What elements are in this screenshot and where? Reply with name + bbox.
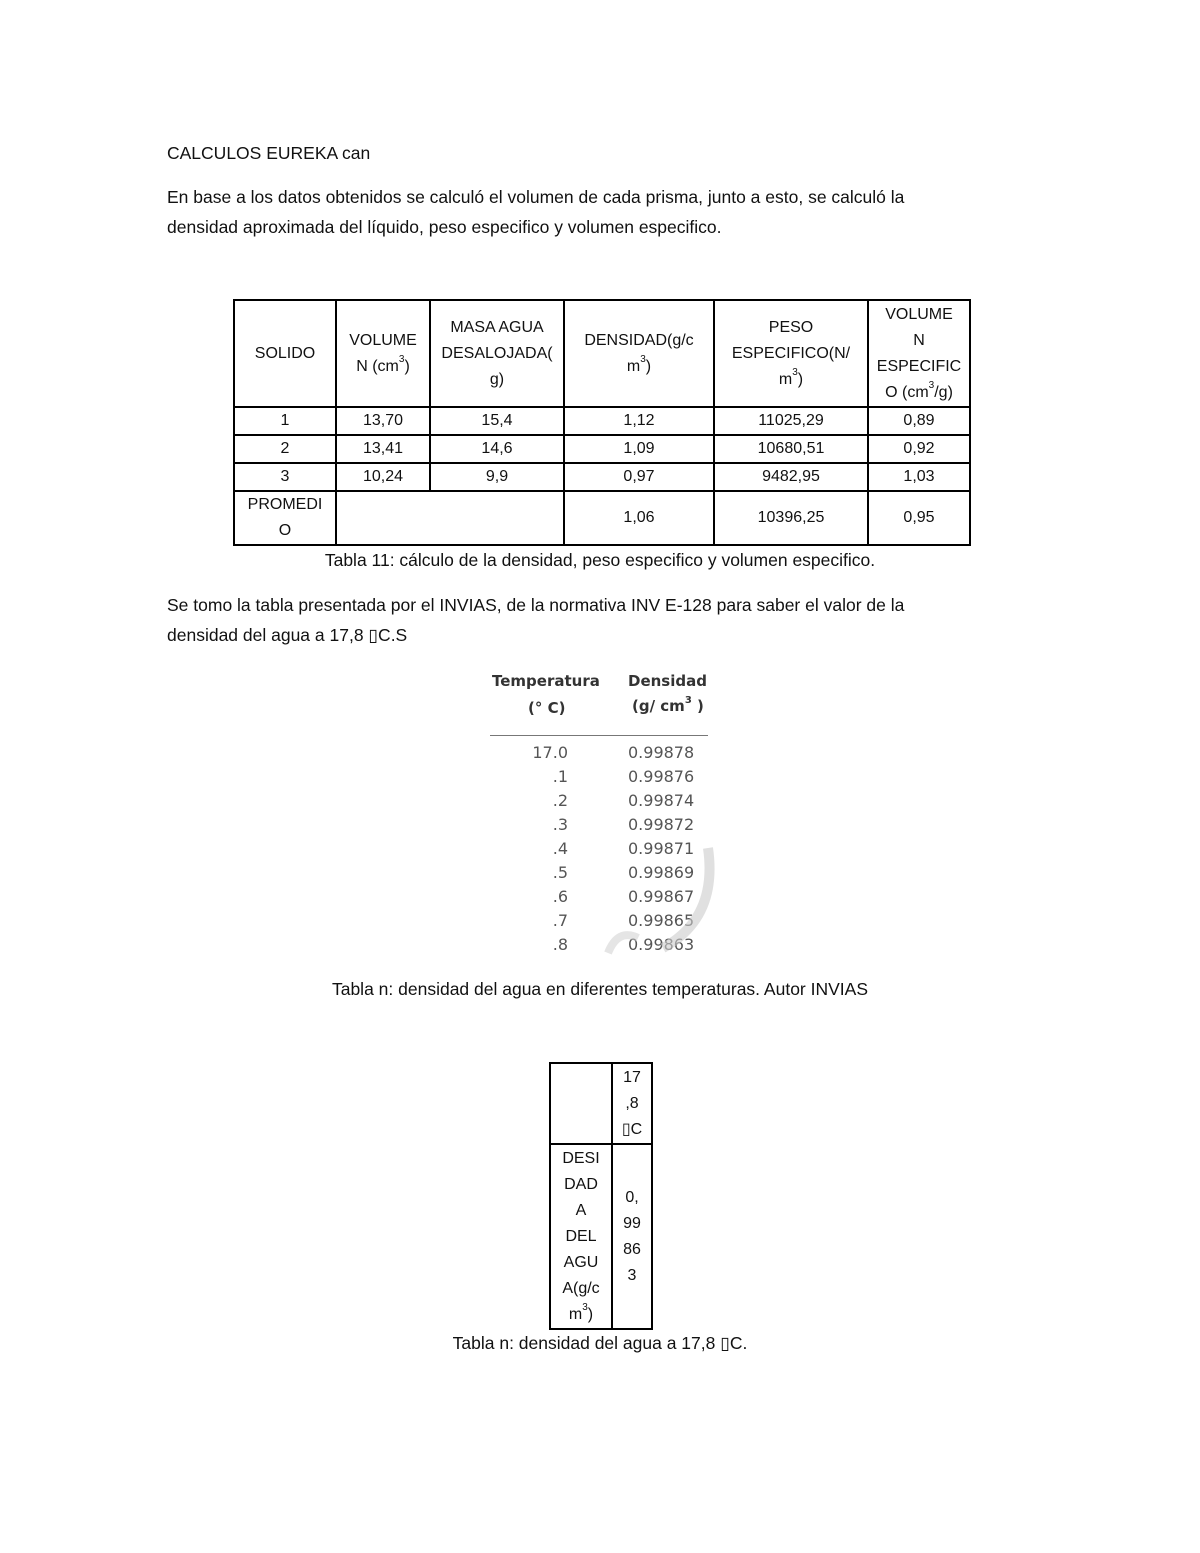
cell-volumen: 13,70	[336, 407, 430, 435]
cell-volesp: 0,92	[868, 435, 970, 463]
cell-masa: 15,4	[430, 407, 564, 435]
header-temperatura: Temperatura	[492, 672, 600, 690]
cell-density-value: 0, 99 86 3	[612, 1144, 652, 1329]
header-densidad-unit: (g/ $cm^3$ )	[632, 695, 704, 715]
table1-caption: Tabla 11: cálculo de la densidad, peso especifico y volumen especifico.	[324, 550, 876, 570]
results-table-header	[234, 300, 970, 407]
cell-densidad: 1,06	[564, 491, 714, 545]
table-row	[234, 407, 970, 435]
watermark-mark	[568, 828, 718, 958]
cell-densidad: 0,97	[564, 463, 714, 491]
table-row	[550, 1144, 652, 1329]
header-divider	[490, 735, 708, 736]
intro-line-2: densidad aproximada del líquido, peso especifico y volumen especifico.	[167, 217, 722, 237]
cell-solido: 1	[234, 407, 336, 435]
header-masa-agua: MASA AGUA DESALOJADA( g)	[430, 300, 564, 407]
cell-volumen: 10,24	[336, 463, 430, 491]
header-peso-especifico: PESO ESPECIFICO(N/ $m^3$)	[714, 300, 868, 407]
header-volumen-especifico: VOLUME N ESPECIFIC O $(cm^3/g)$	[868, 300, 970, 407]
table-row	[550, 1063, 652, 1144]
invias-table-caption: Tabla n: densidad del agua en diferentes temperaturas. Autor INVIAS	[331, 979, 869, 999]
cell-temperature: 17 ,8 ▯C	[612, 1063, 652, 1144]
cell-volesp: 0,89	[868, 407, 970, 435]
results-table	[233, 299, 971, 546]
cell-peso: 10680,51	[714, 435, 868, 463]
cell-volesp: 1,03	[868, 463, 970, 491]
cell-peso: 9482,95	[714, 463, 868, 491]
water-density-table	[549, 1062, 653, 1330]
cell-peso: 10396,25	[714, 491, 868, 545]
page-title: CALCULOS EUREKA can	[167, 143, 371, 163]
table2-caption: Tabla n: densidad del agua a 17,8 ▯C.	[452, 1333, 748, 1353]
cell-densidad: 1,09	[564, 435, 714, 463]
table-row	[234, 463, 970, 491]
cell-empty	[550, 1063, 612, 1144]
cell-masa: 9,9	[430, 463, 564, 491]
header-solido: SOLIDO	[234, 300, 336, 407]
cell-densidad: 1,12	[564, 407, 714, 435]
intro-line-1: En base a los datos obtenidos se calculó el volumen de cada prisma, junto a esto, se calculó la	[167, 187, 905, 207]
header-volumen: VOLUME N $(cm^3)$	[336, 300, 430, 407]
cell-masa: 14,6	[430, 435, 564, 463]
cell-volesp: 0,95	[868, 491, 970, 545]
cell-empty	[336, 491, 564, 545]
cell-promedio-label: PROMEDI O	[234, 491, 336, 545]
header-densidad: DENSIDAD(g/c $m^3$)	[564, 300, 714, 407]
cell-solido: 3	[234, 463, 336, 491]
para2-line-2: densidad del agua a 17,8 ▯C.S	[167, 625, 408, 645]
para2-line-1: Se tomo la tabla presentada por el INVIAS, de la normativa INV E-128 para saber el valor de la	[167, 595, 905, 615]
header-temperatura-unit: (° C)	[528, 699, 566, 717]
cell-volumen: 13,41	[336, 435, 430, 463]
table-row	[234, 435, 970, 463]
cell-solido: 2	[234, 435, 336, 463]
table-row-promedio	[234, 491, 970, 545]
invias-density-table: Temperatura (° C) Densidad (g/ $cm^3$ ) 17.0 0.99878 .1 0.99876 .2 0.99874 .3 0.99872 .4 0.99871 .5 0.99869 .6 0.99867 .7 0.99865 .8 0.99863	[488, 668, 710, 958]
cell-density-label: DESI DAD A DEL AGU A(g/c $m^3$)	[550, 1144, 612, 1329]
cell-peso: 11025,29	[714, 407, 868, 435]
header-densidad: Densidad	[628, 672, 707, 690]
